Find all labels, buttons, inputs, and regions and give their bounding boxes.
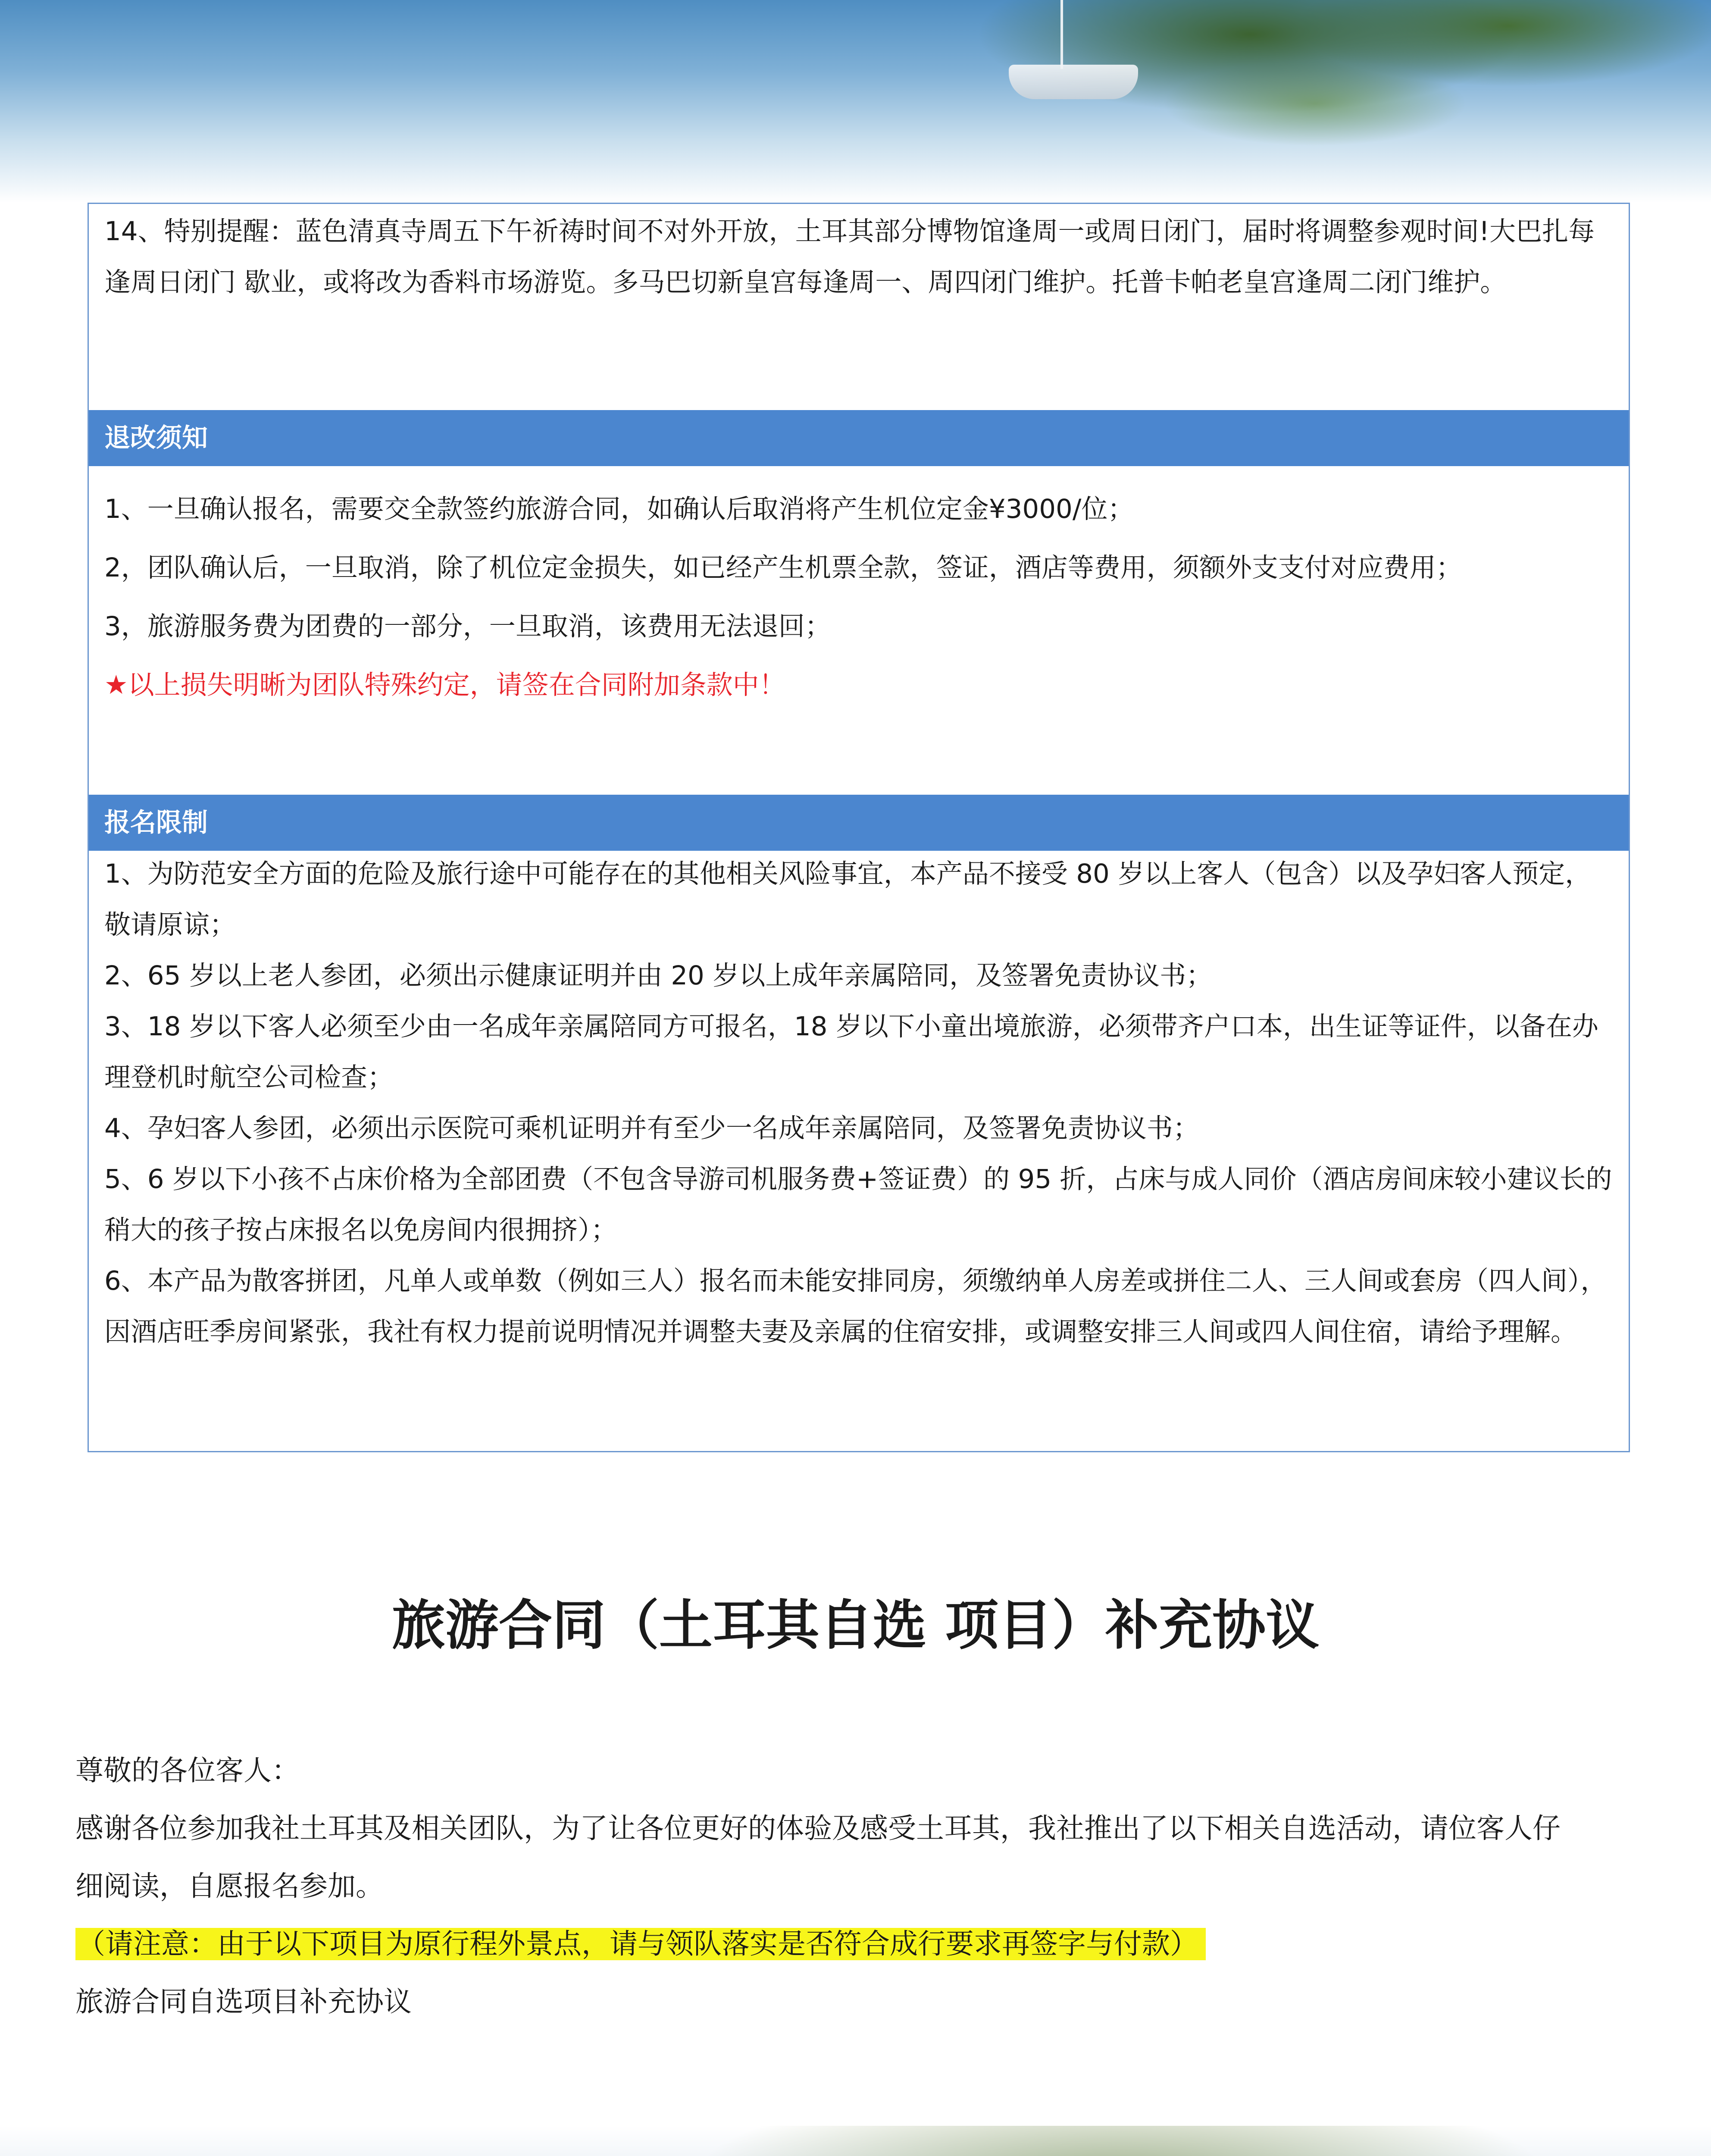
registration-limit-header: 报名限制 xyxy=(89,795,1629,851)
itinerary-notes-box xyxy=(88,203,1630,1452)
list-item: 1、为防范安全方面的危险及旅行途中可能存在的其他相关风险事宜，本产品不接受 80 岁以上客人（包含）以及孕妇客人预定，敬请原谅； xyxy=(104,859,1592,940)
special-reminder-text: 14、特别提醒：蓝色清真寺周五下午祈祷时间不对外开放，土耳其部分博物馆逢周一或周日闭门，届时将调整参观时间!大巴扎每逢周日闭门 歇业，或将改为香料市场游览。多马巴切新皇宫每逢周一、周四闭门维护。托普卡帕老皇宫逢周二闭门维护。 xyxy=(104,216,1595,298)
list-item: 5、6 岁以下小孩不占床价格为全部团费（不包含导游司机服务费+签证费）的 95 折，占床与成人同价（酒店房间床较小建议长的稍大的孩子按占床报名以免房间内很拥挤）； xyxy=(104,1164,1612,1245)
greeting-text: 尊敬的各位客人： xyxy=(75,1755,300,1787)
list-item: 4、孕妇客人参团，必须出示医院可乘机证明并有至少一名成年亲属陪同，及签署免责协议书； xyxy=(104,1113,1199,1144)
refund-warning-text: ★以上损失明晰为团队特殊约定，请签在合同附加条款中！ xyxy=(104,670,785,700)
list-item: 1、一旦确认报名，需要交全款签约旅游合同，如确认后取消将产生机位定金¥3000/位； xyxy=(104,494,1134,524)
sailboat-mast xyxy=(1060,0,1063,69)
list-item: 6、本产品为散客拼团，凡单人或单数（例如三人）报名而未能安排同房，须缴纳单人房差或拼住二人、三人间或套房（四人间），因酒店旺季房间紧张，我社有权力提前说明情况并调整夫妻及亲属的住宿安排，或调整安排三人间或四人间住宿，请给予理解。 xyxy=(104,1266,1607,1347)
list-item: 3，旅游服务费为团费的一部分，一旦取消，该费用无法退回； xyxy=(104,611,831,642)
list-item: 2，团队确认后，一旦取消，除了机位定金损失，如已经产生机票全款，签证，酒店等费用，须额外支支付对应费用； xyxy=(104,552,1462,583)
top-banner-photo xyxy=(0,0,1711,203)
registration-limit-list xyxy=(104,849,1613,1357)
list-item: 2、65 岁以上老人参团，必须出示健康证明并由 20 岁以上成年亲属陪同，及签署免责协议书； xyxy=(104,960,1213,991)
bottom-banner-photo xyxy=(0,2126,1711,2156)
agreement-title: 旅游合同（土耳其自选 项目）补充协议 xyxy=(391,1595,1320,1657)
intro-text: 感谢各位参加我社土耳其及相关团队，为了让各位更好的体验及感受土耳其，我社推出了以下相关自选活动，请位客人仔细阅读，自愿报名参加。 xyxy=(75,1812,1561,1902)
agreement-footer-line: 旅游合同自选项目补充协议 xyxy=(75,1986,412,2018)
sailboat xyxy=(1009,65,1138,99)
highlighted-notice: （请注意：由于以下项目为原行程外景点，请与领队落实是否符合成行要求再签字与付款） xyxy=(75,1928,1206,1960)
list-item: 3、18 岁以下客人必须至少由一名成年亲属陪同方可报名，18 岁以下小童出境旅游，必须带齐户口本，出生证等证件，以备在办理登机时航空公司检查； xyxy=(104,1011,1598,1093)
refund-section-header: 退改须知 xyxy=(89,410,1629,466)
agreement-body xyxy=(75,1742,1584,2031)
refund-policy-list xyxy=(104,480,1613,714)
